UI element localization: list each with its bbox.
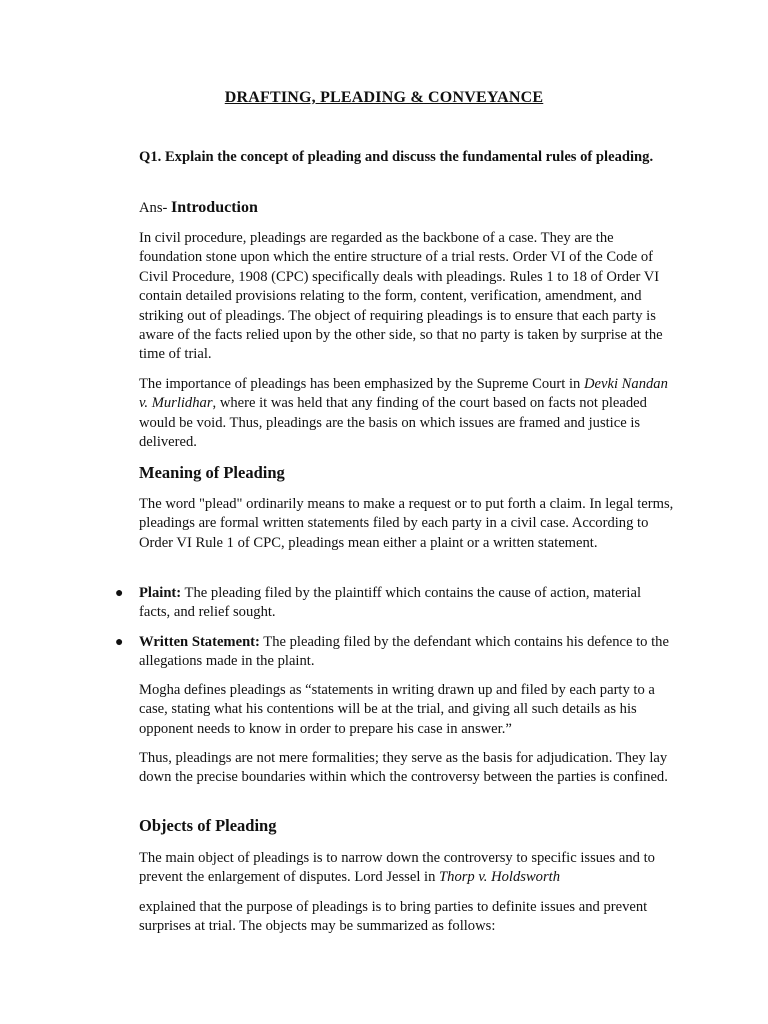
intro-paragraph-1: In civil procedure, pleadings are regarded as the backbone of a case. They are the foundation stone upon which the entire structure of a trial rests. Order VI of the Code of Civil Procedure, 1908 (CPC) specifically deals with pleadings. Rules 1 to 18 of Order VI contain detailed provisions relating to the form, content, verification, amendment, and striking out of pleadings. The object of requiring pleadings is to ensure that each party is aware of the facts relied upon by the other side, so that no party is taken by surprise at the time of trial. <box>139 230 663 363</box>
case-name-devki: Devki Nandan v. Murlidhar <box>139 376 668 412</box>
bullet-icon: ● <box>115 635 124 650</box>
intro-paragraph-2 <box>139 375 674 453</box>
mogha-paragraph: Mogha defines pleadings as “statements in writing drawn up and filed by each party to a case, stating what his contentions will be at the trial, and giving all such details as his opponent needs to know in order to prepare his case in answer.” <box>139 682 655 737</box>
intro-paragraph-2-end: , where it was held that any finding of the court based on facts not pleaded would be void. Thus, pleadings are the basis on which issues are framed and justice is delivered. <box>139 395 647 451</box>
introduction-heading: Introduction <box>171 199 258 216</box>
bullet-term: Plaint: <box>139 585 182 601</box>
thus-paragraph: Thus, pleadings are not mere formalities; they serve as the basis for adjudication. They lay down the precise boundaries within which the controversy between the parties is confined. <box>139 750 668 786</box>
question-text: Q1. Explain the concept of pleading and discuss the fundamental rules of pleading. <box>139 149 654 165</box>
case-name-thorp: Thorp v. Holdsworth <box>439 869 561 886</box>
answer-prefix: Ans- <box>139 200 172 216</box>
objects-paragraph-1-start: The main object of pleadings is to narrow down the controversy to specific issues and to prevent the enlargement of disputes. Lord Jessel in <box>139 850 655 886</box>
objects-paragraph-1 <box>139 849 674 888</box>
bullet-text: The pleading filed by the plaintiff which contains the cause of action, material facts, and relief sought. <box>139 585 641 621</box>
objects-heading: Objects of Pleading <box>139 816 277 835</box>
bullet-text: The pleading filed by the defendant which contains his defence to the allegations made in the plaint. <box>139 634 669 670</box>
meaning-heading: Meaning of Pleading <box>139 463 285 482</box>
bullet-icon: ● <box>115 586 124 601</box>
bullet-term: Written Statement: <box>139 634 260 650</box>
document-title: DRAFTING, PLEADING & CONVEYANCE <box>224 89 544 106</box>
intro-paragraph-2-start: The importance of pleadings has been emphasized by the Supreme Court in <box>139 376 584 392</box>
answer-line <box>139 198 674 218</box>
objects-paragraph-2: explained that the purpose of pleadings is to bring parties to definite issues and prevent surprises at trial. The objects may be summarized as follows: <box>139 899 648 935</box>
bullet-item-plaint <box>115 584 674 623</box>
meaning-paragraph: The word "plead" ordinarily means to make a request or to put forth a claim. In legal terms, pleadings are formal written statements filed by each party in a civil case. According to Order VI Rule 1 of CPC, pleadings mean either a plaint or a written statement. <box>139 496 674 551</box>
bullet-item-written-statement <box>115 633 674 672</box>
